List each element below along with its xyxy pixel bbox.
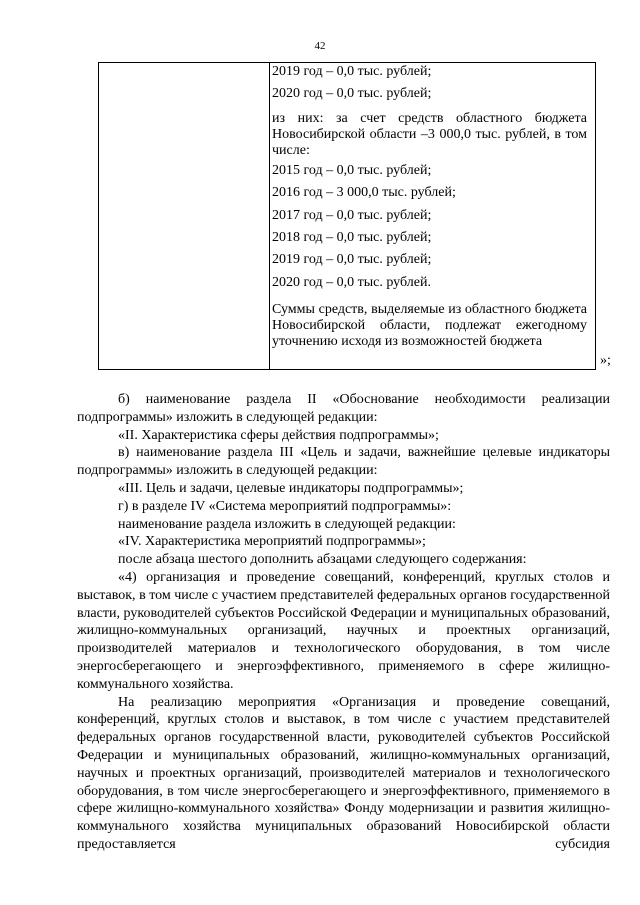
oblast-line-2018: 2018 год – 0,0 тыс. рублей; bbox=[272, 229, 432, 245]
paragraph-section-2-title: «II. Характеристика сферы действия подпрограммы»; bbox=[118, 427, 439, 443]
paragraph-section-4-title: «IV. Характеристика мероприятий подпрограммы»; bbox=[118, 534, 426, 550]
paragraph-v: в) наименование раздела III «Цель и задачи, важнейшие целевые индикаторы подпрограммы» изложить в следующей редакции: bbox=[77, 445, 610, 479]
funding-line-2019: 2019 год – 0,0 тыс. рублей; bbox=[272, 64, 432, 79]
budget-note: Суммы средств, выделяемые из областного бюджета Новосибирской области, подлежат ежегодному уточнению исходя из возможностей бюджета bbox=[272, 302, 587, 350]
oblast-line-2020: 2020 год – 0,0 тыс. рублей. bbox=[272, 274, 431, 290]
page-number: 42 bbox=[314, 40, 326, 52]
oblast-funds-text: из них: за счет средств областного бюджета Новосибирской области –3 000,0 тыс. рублей, в том числе: bbox=[272, 110, 587, 158]
paragraph-add-after-sixth: после абзаца шестого дополнить абзацами следующего содержания: bbox=[118, 552, 527, 568]
table-closing-quote: »; bbox=[600, 353, 611, 368]
document-body bbox=[77, 391, 610, 854]
funding-table bbox=[98, 62, 596, 370]
paragraph-g: г) в разделе IV «Система мероприятий подпрограммы»: bbox=[118, 498, 452, 514]
oblast-line-2016: 2016 год – 3 000,0 тыс. рублей; bbox=[272, 185, 456, 201]
paragraph-item-4: «4) организация и проведение совещаний, конференций, круглых столов и выставок, в том числе с участием представителей федеральных органов государственной власти, руководителей субъектов Российской Федерации и муниципальных образований, жилищно-коммунальных организаций, научных и проектных организаций, производителей материалов и технологического оборудования, в том числе энергосберегающего и энергоэффективного, применяемого в сфере жилищно-коммунального хозяйства. bbox=[77, 569, 610, 692]
paragraph-b: б) наименование раздела II «Обоснование необходимости реализации подпрограммы» изложить в следующей редакции: bbox=[77, 392, 610, 425]
paragraph-section-3-title: «III. Цель и задачи, целевые индикаторы подпрограммы»; bbox=[118, 480, 464, 496]
paragraph-subsidy: На реализацию мероприятия «Организация и проведение совещаний, конференций, круглых столов и выставок, в том числе с участием представителей федеральных органов государственной власти, руководителей субъектов Российской Федерации и муниципальных образований, жилищно-коммунальных организаций, научных и проектных организаций, производителей материалов и технологического оборудования, в том числе энергосберегающего и энергоэффективного, применяемого в сфере жилищно-коммунального хозяйства» Фонду модернизации и развития жилищно-коммунального хозяйства муниципальных образований Новосибирской области предоставляется субсидия bbox=[77, 694, 610, 852]
oblast-line-2019: 2019 год – 0,0 тыс. рублей; bbox=[272, 252, 432, 268]
table-column-divider bbox=[269, 63, 270, 369]
funding-line-2020: 2020 год – 0,0 тыс. рублей; bbox=[272, 86, 432, 102]
oblast-line-2015: 2015 год – 0,0 тыс. рублей; bbox=[272, 162, 432, 178]
paragraph-rename-section: наименование раздела изложить в следующей редакции: bbox=[118, 516, 456, 532]
funding-cell bbox=[272, 64, 587, 350]
oblast-line-2017: 2017 год – 0,0 тыс. рублей; bbox=[272, 207, 432, 223]
